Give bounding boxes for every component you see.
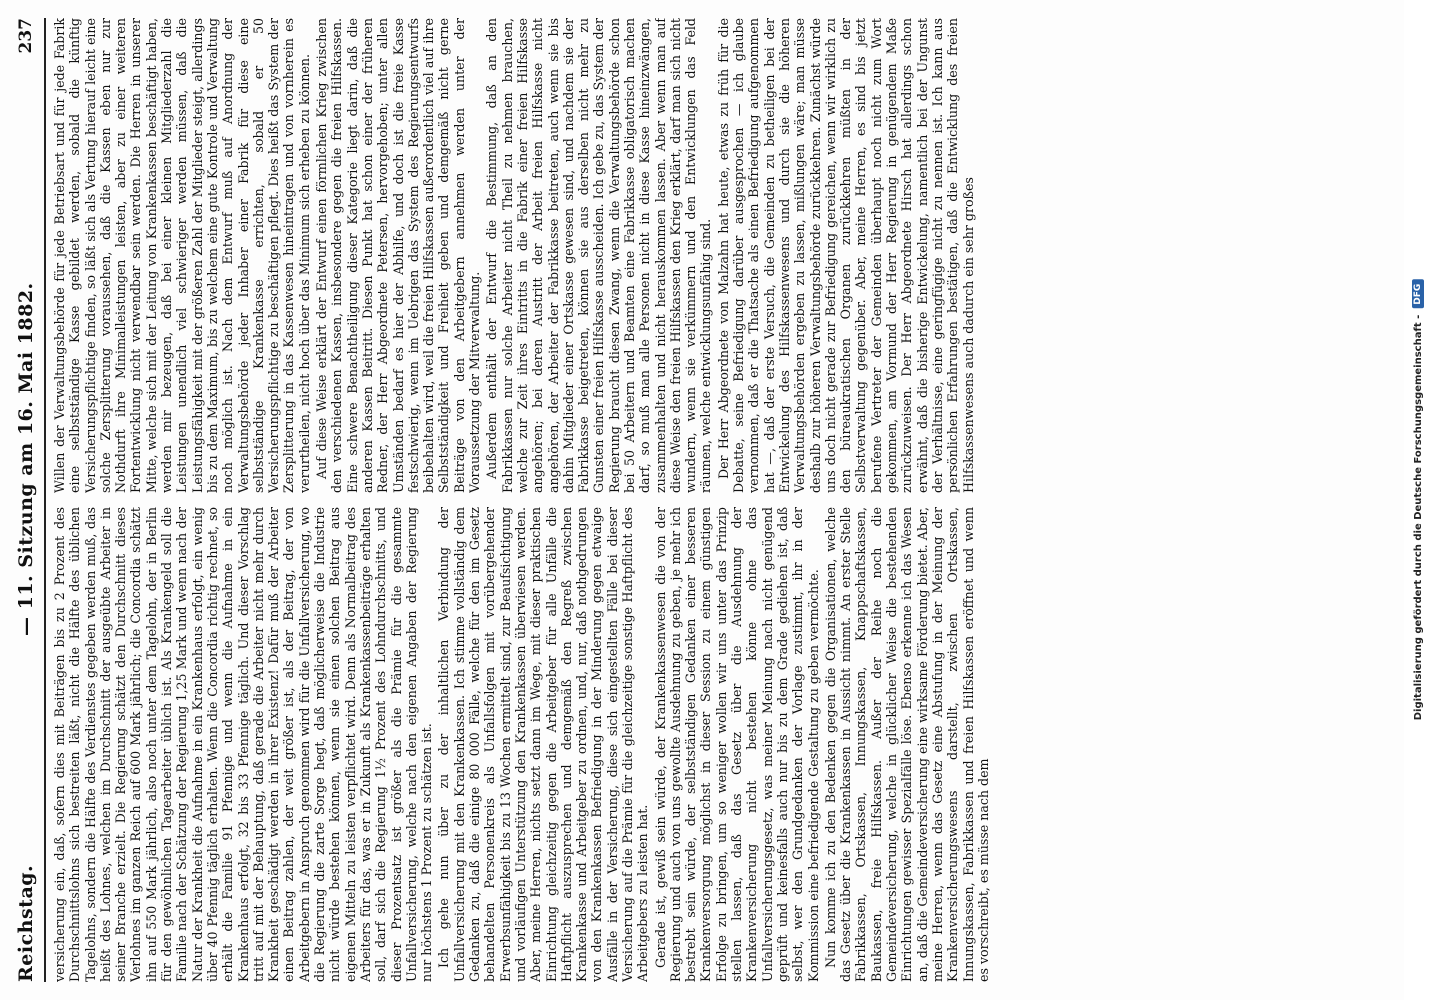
running-head-center: — 11. Sitzung am 16. Mai 1882.: [15, 282, 37, 637]
digitization-credit: [1412, 280, 1424, 721]
paragraph: Willen der Verwaltungsbehörde für jede Betriebsart und für jede Fabrik eine selbstständige Kasse gebildet werden, sobald die künftig Versicherungspflichtige finden, so läßt sich als Vertung hierauf leicht eine solche Zersplitterung voraussehen, daß die Kassen eben nur zur Nothdurft ihre Minimalleistungen leisten, aber zu einer weiteren Fortentwicklung nicht verwendbar sein werden. Die Herren in unserer Mitte, welche sich mit der Leitung von Krankenkassen beschäftigt haben, werden mir bezeugen, daß bei einer kleinen Mitgliederzahl die Leistungen unendlich viel schwieriger werden müssen, daß die Leistungsfähigkeit mit der größeren Zahl der Mitglieder steigt, allerdings bis zu dem Maximum, bis zu welchem eine gute Kontrole und Verwaltung noch möglich ist. Nach dem Entwurf muß auf Anordnung der Verwaltungsbehörde jeder Inhaber einer Fabrik für diese eine selbstständige Krankenkasse errichten, sobald er 50 Versicherungspflichtige zu beschäftigen pflegt. Dies heißt das System der Zersplitterung in das Kassenwesen hineintragen und von vornherein es verurtheilen, nicht hoch über das Minimum sich erheben zu können.: [52, 18, 312, 493]
dfg-logo: DFG: [1412, 280, 1424, 309]
credit-text: Digitalisierung gefördert durch die Deutsche Forschungsgemeinschaft -: [1412, 314, 1424, 721]
digitization-credit-strip: [1404, 0, 1432, 1000]
paragraph: Gerade ist, gewiß sein würde, der Krankenkassenwesen die von der Regierung und auch von uns gewollte Ausdehnung zu geben, je mehr ich bestrebt sein würde, der selbstständigen Gedanken einer besseren Krankenversorgung möglichst in dieser Session zu einem günstigen Erfolge zu bringen, um so weniger wollen wir uns unter das Prinzip stellen lassen, daß das Gesetz über die Ausdehnung der Krankenversicherung nicht bestehen könne ohne das Unfallversicherungsgesetz, was meiner Meinung nach nicht genügend geprüft und keinesfalls auch nur bis zu dem Grade gediehen ist, daß selbst, wer den Grundgedanken der Vorlage zustimmt, ihr in der Kommission eine befriedigende Gestaltung zu geben vermöchte.: [652, 507, 821, 982]
paragraph: Der Herr Abgeordnete von Malzahn hat heute, etwas zu früh für die Debatte, seine Befriedigung darüber ausgesprochen — ich glaube vernommen, daß er die Thatsache als einen Befriedigung aufgenommen hat —, daß der erste Versuch, die Gemeinden zu betheiligen bei der Entwickelung des Hilfskassenwesens und durch sie die höheren Verwaltungsbehörden ergeben zu lassen, mißlungen wäre; man müsse deshalb zur höheren Verwaltungsbehörde zurückkehren. Zunächst würde uns doch nicht gerade zur Befriedigung gereichen, wenn wir wirklich zu den büreaukratischen Organen zurückkehren müßten in der Selbstverwaltung gegenüber. Aber, meine Herren, es sind bis jetzt berufene Vertreter der Gemeinden überhaupt noch nicht zum Wort gekommen, am Vormund der Herr Regierung in genügendem Maße zurückzuweisen. Der Herr Abgeordnete Hirsch hat allerdings schon erwähnt, daß die bisherige Entwickelung, namentlich bei der Ungunst der Verhältnisse, eine geringfügige nicht zu nennen ist. Ich kann aus persönlichen Erfahrungen bestätigen, daß die Entwicklung des freien Hilfskassenwesens auch dadurch ein sehr großes: [715, 18, 976, 493]
paragraph: versicherung ein, daß, sofern dies mit Beiträgen bis zu 2 Prozent des Durchschnittslohns sich bestreiten läßt, nicht die Hälfte des üblichen Tagelohns, sondern die Hälfte des Verdienstes gegeben werden muß, das heißt des Lohnes, welchen im Durchschnitt der ausgeübte Arbeiter in seiner Branche erzielt. Die Regierung schätzt den Durchschnitt dieses Verlohnes im ganzen Reich auf 600 Mark jährlich; die Concordia schätzt ihn auf 550 Mark jährlich, also noch unter dem Tagelohn, der in Berlin für den gewöhnlichen Tagearbeiter üblich ist. Als Krankengeld soll die Familie nach der Schätzung der Regierung 1,25 Mark und wenn nach der Natur der Krankheit die Aufnahme in ein Krankenhaus erfolgt, ein wenig über 40 Pfennig täglich erhalten. Wenn die Concordia richtig rechnet, so erhält die Familie 91 Pfennige und wenn die Aufnahme in ein Krankenhaus erfolgt, 32 bis 33 Pfennige täglich. Und dieser Vorschlag tritt auf mit der Behauptung, daß gerade die Arbeiter nicht mehr durch Krankheit geschädigt werden in ihrer Existenz! Dafür muß der Arbeiter einen Beitrag zahlen, der weit größer ist, als der Beitrag, der von Arbeitgebern in Anspruch genommen wird für die Unfallversicherung, wo die Regierung die zarte Sorge hegt, daß möglicherweise die Industrie nicht würde bestehen können, wenn sie einen solchen Beitrag aus eigenen Mitteln zu leisten verpflichtet wird. Denn als Normalbeitrag des Arbeiters für das, was er in Zukunft als Krankenkassenbeiträge erhalten soll, darf sich die Regierung 1½ Prozent des Lohndurchschnitts, und dieser Prozentsatz ist größer als die Prämie für die gesammte Unfallversicherung, welche nach den eigenen Angaben der Regierung nur höchstens 1 Prozent zu schätzen ist.: [52, 507, 435, 982]
text-columns: [52, 18, 1404, 982]
column-right: [52, 18, 1404, 493]
paragraph: Auf diese Weise erklärt der Entwurf einen förmlichen Krieg zwischen den verschiedenen Kassen, insbesondere gegen die freien Hilfskassen. Eine schwere Benachtheiligung dieser Kategorie liegt darin, daß die anderen Kassen Beitritt. Diesen Punkt hat schon einer der früheren Redner, der Herr Abgeordnete Petersen, hervorgehoben; unter allen Umständen bedarf es hier der Abhilfe, und doch ist die freie Kasse festschwierig, wenn im Uebrigen das System des Regierungsentwurfs beibehalten wird, weil die freien Hilfskassen außerordentlich viel auf ihre Selbstständigkeit und Freiheit geben und demgemäß nicht gerne Beiträge von den Arbeitgebern annehmen werden unter der Voraussetzung der Mitverwaltung.: [314, 18, 483, 493]
running-head: [8, 18, 46, 982]
running-head-left: Reichstag.: [15, 864, 37, 982]
paragraph: Ich gehe nun über zu der inhaltlichen Verbindung der Unfallversicherung mit den Krankenkassen. Ich stimme vollständig dem Gedanken zu, daß die einige 80 000 Fälle, welche für den im Gesetz behandelten Personenkreis als Unfallsfolgen mit vorübergehender Erwerbsunfähigkeit bis zu 13 Wochen ermittelt sind, zur Beaufsichtigung und vorläufigen Unterstützung den Krankenkassen überwiesen werden. Aber, meine Herren, nichts setzt dann im Wege, mit dieser praktischen Einrichtung gleichzeitig gegen die Arbeitgeber für alle Unfälle die Haftpflicht auszusprechen und demgemäß den Regreß zwischen Krankenkasse und Arbeitgeber zu ordnen, und, nur, daß nothgedrungen von den Krankenkassen Befriedigung in der Minderung gegen etwaige Ausfälle in der Versicherung, diese sich eingestellten Fälle bei dieser Versicherung auf die Prämie für die gleichzeitige sonstige Haftpflicht des Arbeitgebers zu leisten hat.: [436, 507, 651, 982]
column-left: [52, 507, 1404, 982]
page-number: 237: [16, 18, 36, 54]
paragraph: Nun komme ich zu den Bedenken gegen die Organisationen, welche das Gesetz über die Krankenkassen in Aussicht nimmt. An erster Stelle Fabrikkassen, Ortskassen, Innungskassen, Knappschaftskassen, Baukassen, freie Hilfskassen. Außer der Reihe noch die Gemeindeversicherung, welche in glücklicher Weise die bestehenden Einrichtungen gewisser Spezialfälle löse. Ebenso erkenne ich das Wesen an, daß die Gemeindeversicherung eine wirksame Förderung bietet. Aber, meine Herren, wenn das Gesetz eine Abstufung in der Meinung der Krankenversicherungswesens darstellt, zwischen Ortskassen, Innungskassen, Fabrikkassen und freien Hilfskassen eröffnet und wenn es vorschreibt, es müsse nach dem: [822, 507, 991, 982]
paragraph: Außerdem enthält der Entwurf die Bestimmung, daß an den Fabrikkassen nur solche Arbeiter nicht Theil zu nehmen brauchen, welche zur Zeit ihres Eintritts in die Fabrik einer freien Hilfskasse angehören; bei deren Austritt der Arbeit freien Hilfskasse nicht angehören, der Arbeiter der Fabrikkasse beitreten, auch wenn sie bis dahin Mitglieder einer Ortskasse gewesen sind, und nachdem sie der Fabrikkasse beigetreten, können sie aus derselben nicht mehr zu Gunsten einer freien Hilfskasse ausscheiden. Ich gebe zu, das System der Regierung braucht diesen Zwang, wenn die Verwaltungsbehörde schon bei 50 Arbeitern und Beamten eine Fabrikkasse obligatorisch machen darf, so muß man alle Personen nicht in diese Kasse hineinzwängen, zusammenhalten und nicht herauskommen lassen. Aber wenn man auf diese Weise den freien Hilfskassen den Krieg erklärt, darf man sich nicht wundern, wenn sie verkümmern und den Entwicklungen das Feld räumen, welche entwicklungsunfähig sind.: [484, 18, 714, 493]
